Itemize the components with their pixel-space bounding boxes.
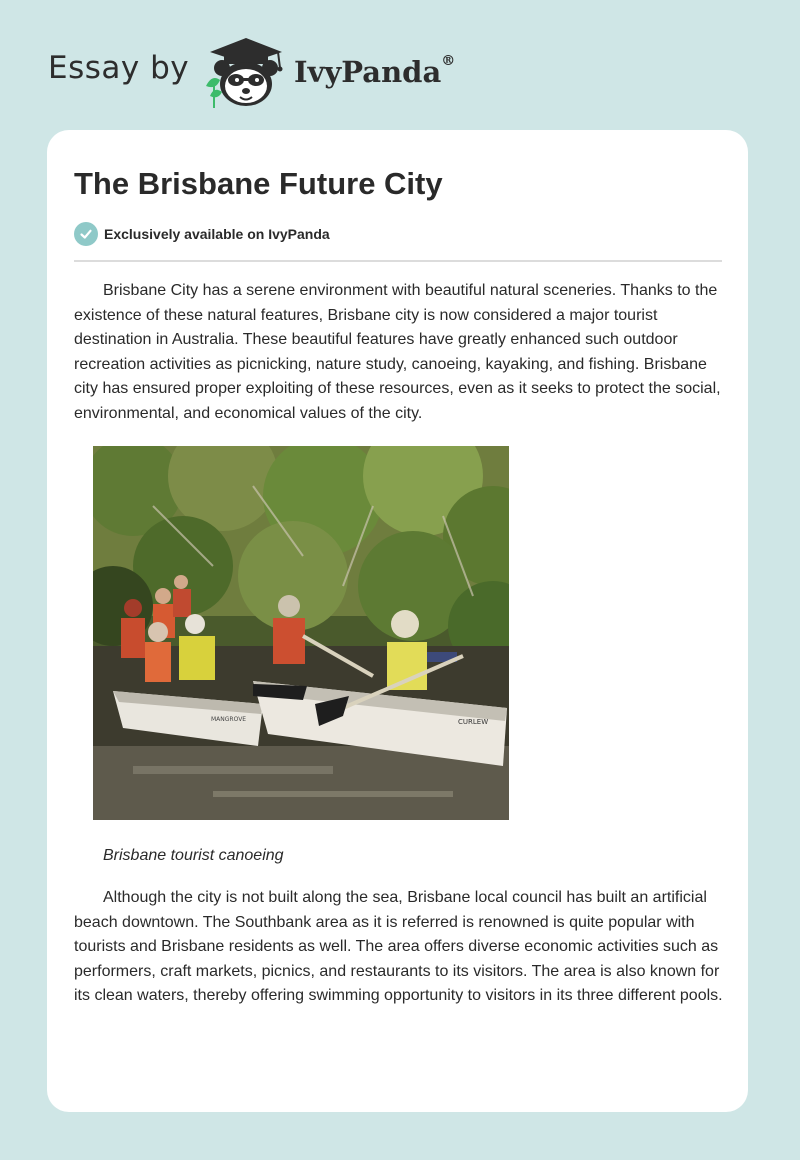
exclusive-badge [74, 222, 330, 246]
brand-name-text: IvyPanda [294, 55, 442, 89]
article-title: The Brisbane Future City [74, 166, 443, 201]
check-icon [74, 222, 98, 246]
canoe-1-label: MANGROVE [211, 716, 247, 723]
essay-by-label: Essay by [48, 50, 190, 86]
paragraph-1: Brisbane City has a serene environment with beautiful natural sceneries. Thanks to the existence of these natural features, Brisbane city is now considered a major tourist destination in Australia. These beautiful features have greatly enhanced such outdoor recreation activities as picnicking, nature study, canoeing, kayaking, and fishing. Brisbane city has ensured proper exploiting of these resources, even as it seeks to protect the social, environmental, and economical values of the city. [74, 282, 721, 422]
brand-name [294, 55, 455, 89]
divider [74, 260, 722, 262]
canoeing-photo [93, 446, 509, 820]
paragraph-2: Although the city is not built along the sea, Brisbane local council has built an artificial beach downtown. The Southbank area as it is referred is renowned is quite popular with tourists and Brisbane residents as well. The area offers diverse economic activities such as performers, craft markets, picnics, and restaurants to its visitors. The area is also known for its clean waters, thereby offering swimming opportunity to visitors in its three different pools. [74, 889, 723, 1005]
site-header [0, 0, 800, 130]
article-card [47, 130, 748, 1112]
registered-mark: ® [441, 53, 456, 69]
canoe-2-label: CURLEW [458, 718, 489, 726]
ivypanda-logo[interactable] [200, 34, 292, 110]
figure-caption: Brisbane tourist canoeing [103, 847, 284, 864]
badge-text: Exclusively available on IvyPanda [104, 226, 330, 242]
